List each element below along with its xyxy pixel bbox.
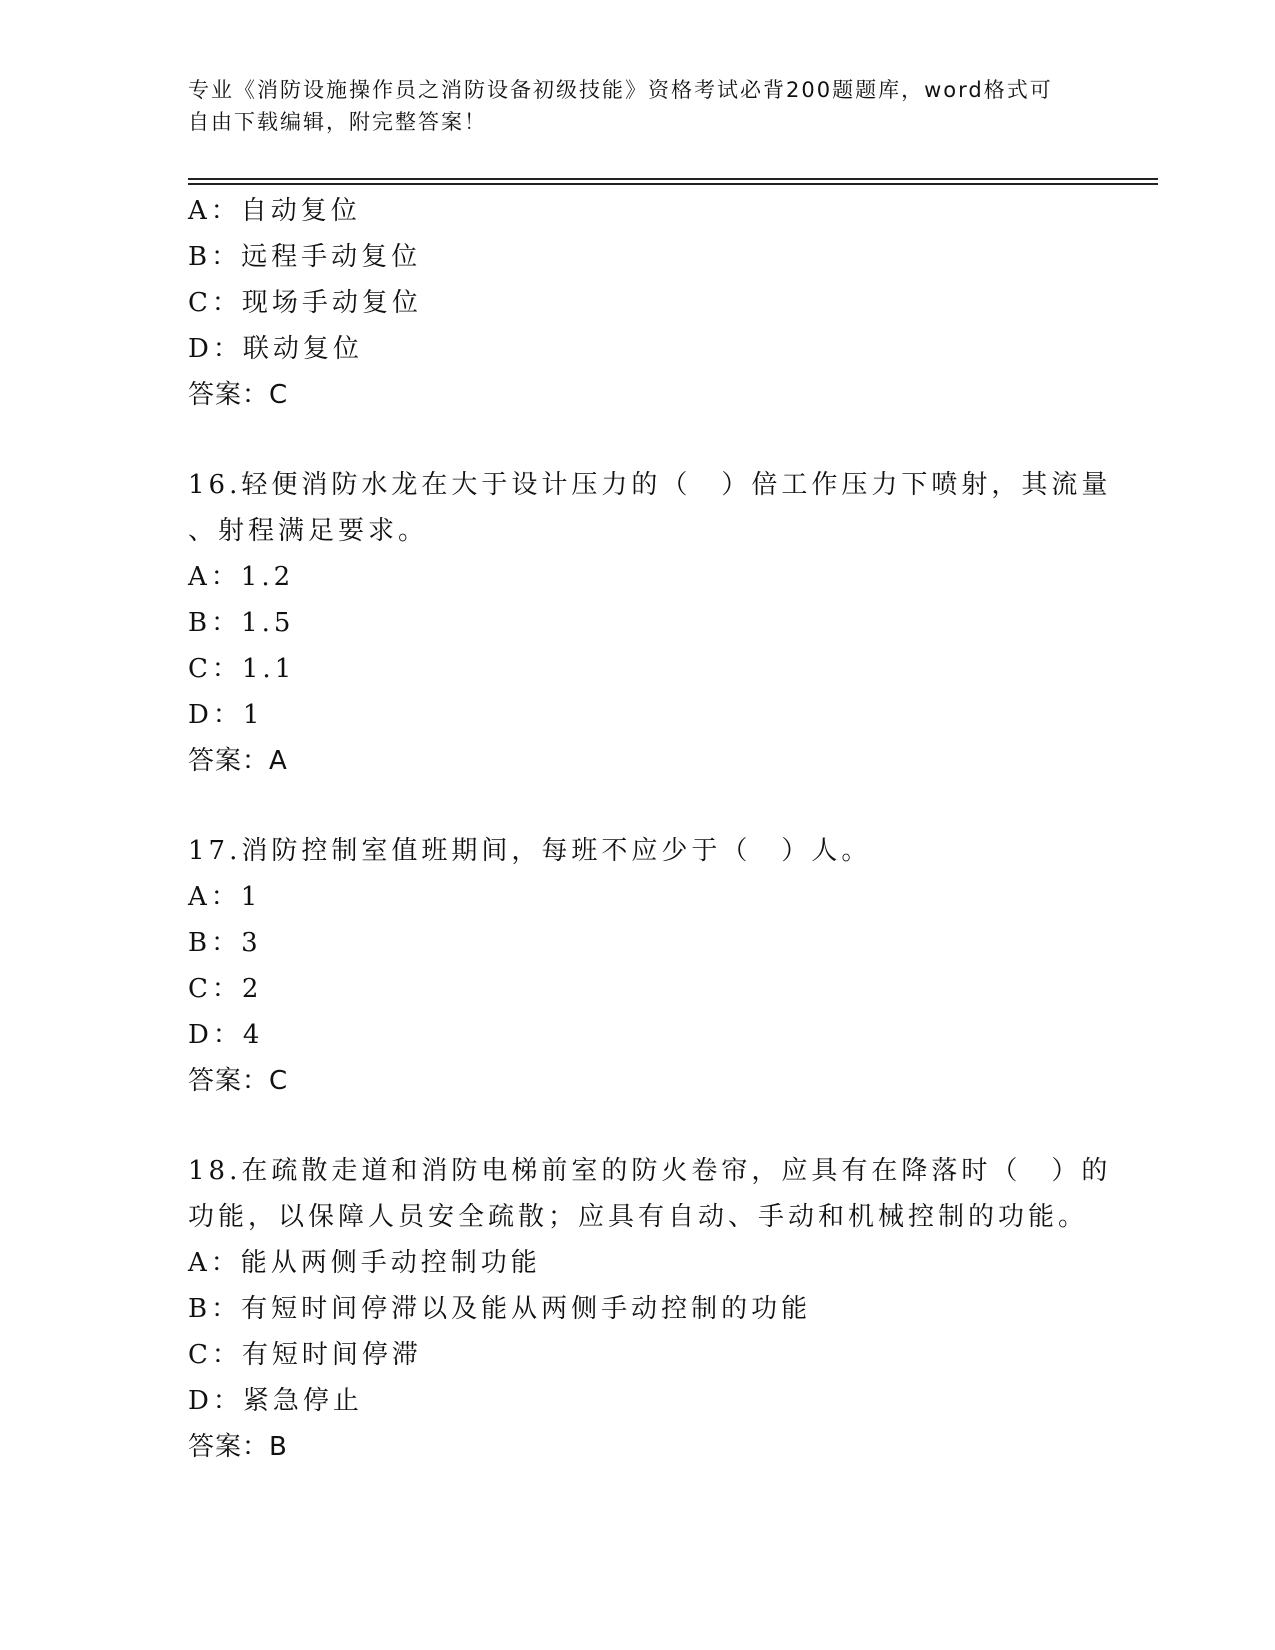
option-d: D：紧急停止: [188, 1386, 363, 1416]
question-16: [188, 462, 1112, 784]
option-c: C：有短时间停滞: [188, 1340, 422, 1370]
option-d: D：4: [188, 1020, 264, 1050]
answer-text: 答案：A: [188, 746, 288, 776]
document-header: 专业《消防设施操作员之消防设备初级技能》资格考试必背200题题库，word格式可自由下载编辑，附完整答案！: [188, 78, 1053, 134]
option-d: D：联动复位: [188, 334, 363, 364]
question-17: [188, 828, 1088, 1104]
option-b: B：远程手动复位: [188, 242, 422, 272]
question-text-line-1: 16.轻便消防水龙在大于设计压力的（ ）倍工作压力下喷射，其流量: [188, 470, 1112, 500]
option-a: A：自动复位: [188, 196, 361, 226]
option-a: A：能从两侧手动控制功能: [188, 1248, 541, 1278]
option-b: B：有短时间停滞以及能从两侧手动控制的功能: [188, 1294, 812, 1324]
option-c: C：现场手动复位: [188, 288, 422, 318]
option-c: C：1.1: [188, 654, 296, 684]
header-divider-top: [188, 178, 1158, 180]
question-18: [188, 1148, 1112, 1470]
question-15: [188, 188, 1088, 418]
option-b: B：3: [188, 928, 262, 958]
spacer: [188, 418, 1088, 462]
option-d: D：1: [188, 700, 264, 730]
question-text-line-2: 、射程满足要求。: [188, 516, 429, 546]
option-a: A：1: [188, 882, 262, 912]
answer-text: 答案：C: [188, 380, 289, 410]
question-text-line-1: 18.在疏散走道和消防电梯前室的防火卷帘，应具有在降落时（ ）的: [188, 1156, 1112, 1186]
answer-text: 答案：B: [188, 1432, 288, 1462]
option-c: C：2: [188, 974, 263, 1004]
spacer: [188, 784, 1088, 828]
header-divider-bottom: [188, 183, 1158, 185]
spacer: [188, 1104, 1088, 1148]
answer-text: 答案：C: [188, 1066, 289, 1096]
question-list: [188, 188, 1112, 1470]
question-text-line-1: 17.消防控制室值班期间，每班不应少于（ ）人。: [188, 836, 872, 866]
option-b: B：1.5: [188, 608, 295, 638]
option-a: A：1.2: [188, 562, 295, 592]
question-text-line-2: 功能，以保障人员安全疏散；应具有自动、手动和机械控制的功能。: [188, 1202, 1089, 1232]
